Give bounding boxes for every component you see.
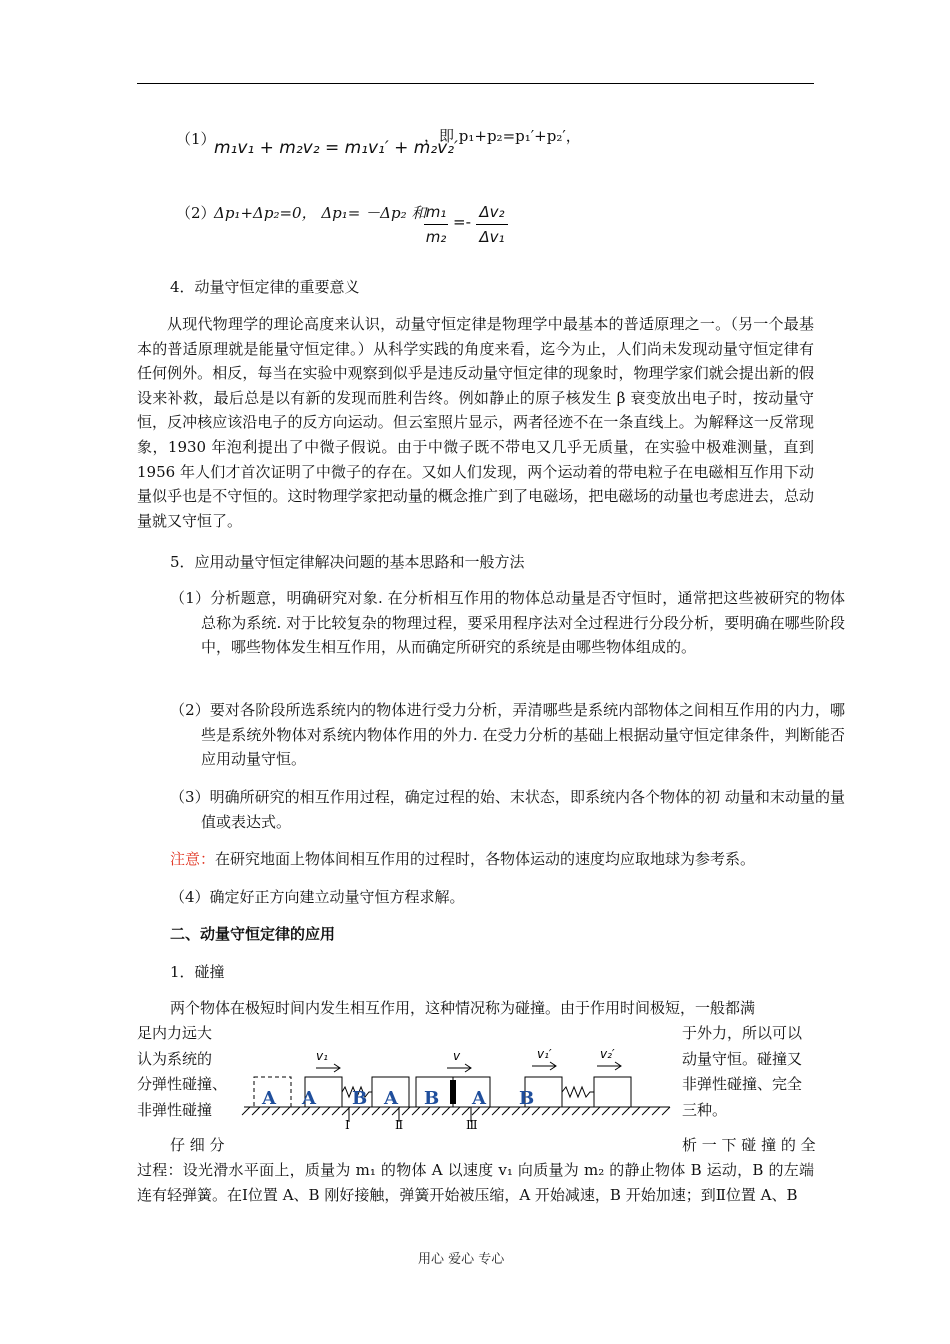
part-2-heading: 二、动量守恒定律的应用 xyxy=(170,925,336,943)
note-label: 注意： xyxy=(170,850,216,868)
section-5-heading: 5．应用动量守恒定律解决问题的基本思路和一般方法 xyxy=(170,553,525,571)
right-line: 三种。 xyxy=(682,1100,728,1119)
left-line: 分弹性碰撞、 xyxy=(137,1075,228,1093)
right-line: 非弹性碰撞、完全 xyxy=(682,1075,803,1093)
block-b-pos3 xyxy=(594,1077,631,1107)
position-label-1: Ⅰ xyxy=(345,1118,350,1132)
position-label-2: Ⅱ xyxy=(395,1118,404,1132)
section-4-heading: 4．动量守恒定律的重要意义 xyxy=(170,278,360,296)
label-a-pos2: A xyxy=(384,1088,398,1109)
fraction-velocity-denominator: Δv₁ xyxy=(479,228,505,246)
label-b-pos1: B xyxy=(352,1088,368,1109)
position-label-3: Ⅲ xyxy=(466,1118,478,1132)
fraction-mass-denominator: m₂ xyxy=(425,228,447,246)
right-line: 动量守恒。碰撞又 xyxy=(682,1049,803,1068)
fraction-bar xyxy=(476,224,508,225)
step-1: （1）分析题意，明确研究对象. 在分析相互作用的物体总动量是否守恒时，通常把这些被研究的物体总称为系统. 对于比较复杂的物理过程，要采用程序法对全过程进行分段分析，要明确在哪些阶段中，哪些物体发生相互作用，从而确定所研究的系统是由哪些物体组成的。 xyxy=(170,589,845,657)
label-a-initial: A xyxy=(262,1088,276,1109)
eq2-label: （2） xyxy=(176,204,216,222)
fraction-bar xyxy=(424,224,448,225)
fraction-mass-numerator: m₁ xyxy=(425,203,447,221)
collision-left-column xyxy=(137,1021,227,1123)
eq1-equiv: ，即 p₁+p₂=p₁′+p₂′， xyxy=(424,127,581,145)
wrap-right-fragment: 析 一 下 碰 撞 的 全 xyxy=(682,1136,816,1154)
label-b-pos3: B xyxy=(519,1088,535,1109)
collision-right-column xyxy=(682,1021,802,1123)
note xyxy=(170,847,755,871)
step-3: （3）明确所研究的相互作用过程，确定过程的始、末状态，即系统内各个物体的初 动量和末动量的量值或表达式。 xyxy=(170,788,845,831)
label-b-pos2: B xyxy=(424,1088,440,1109)
eq2-text: Δp₁+Δp₂=0， Δp₁= －Δp₂ 和 xyxy=(214,204,427,222)
header-rule xyxy=(137,83,814,84)
section-4-body: 从现代物理学的理论高度来认识，动量守恒定律是物理学中最基本的普适原理之一。（另一个最基本的普适原理就是能量守恒定律。）从科学实践的角度来看，迄今为止，人们尚未发现动量守恒定律有任何例外。相反，每当在实验中观察到似乎是违反动量守恒定律的现象时，物理学家们就会提出新的假设来补救，最后总是以有新的发现而胜利告终。例如静止的原子核发生 β 衰变放出电子时，按动量守恒，反冲核应该沿电子的反方向运动。但云室照片显示，两者径迹不在一条直线上。为解释这一反常现象，1930 年泡利提出了中微子假说。由于中微子既不带电又几乎无质量，在实验中极难测量，直到 1956 年人们才首次证明了中微子的存在。又如人们发现，两个运动着的带电粒子在电磁相互作用下动量似乎也是不守恒的。这时物理学家把动量的概念推广到了电磁场，把电磁场的动量也考虑进去，总动量就又守恒了。 xyxy=(137,315,814,530)
label-v2-prime: v₂′ xyxy=(600,1047,615,1061)
fraction-mass xyxy=(424,203,448,246)
collision-figure xyxy=(232,1040,672,1132)
footer-motto: 用心 爱心 专心 xyxy=(418,1252,505,1267)
label-v: v xyxy=(453,1049,461,1063)
compressed-spring xyxy=(450,1080,456,1104)
label-a-pos1: A xyxy=(302,1088,316,1109)
eq1-formula: m₁v₁ + m₂v₂ = m₁v₁′ + m₂v₂′ xyxy=(214,138,458,158)
collision-process-text: 过程：设光滑水平面上，质量为 m₁ 的物体 A 以速度 v₁ 向质量为 m₂ 的静止物体 B 运动，B 的左端连有轻弹簧。在Ⅰ位置 A、B 刚好接触，弹簧开始被压缩，A 开始减速，B 开始加速；到Ⅱ位置 A、B xyxy=(137,1161,814,1204)
wrap-left-fragment: 仔 细 分 xyxy=(170,1136,225,1154)
fraction-velocity-numerator: Δv₂ xyxy=(479,203,505,221)
right-line: 于外力，所以可以 xyxy=(682,1024,803,1042)
spring xyxy=(562,1087,594,1097)
note-text: 在研究地面上物体间相互作用的过程时，各物体运动的速度均应取地球为参考系。 xyxy=(215,850,756,868)
step-2: （2）要对各阶段所选系统内的物体进行受力分析，弄清哪些是系统内部物体之间相互作用的内力，哪些是系统外物体对系统内物体作用的外力. 在受力分析的基础上根据动量守恒定律条件，判断能否应用动量守恒。 xyxy=(170,701,845,769)
left-line: 认为系统的 xyxy=(137,1049,213,1068)
collision-heading: 1．碰撞 xyxy=(170,963,225,981)
label-v1: v₁ xyxy=(316,1049,328,1063)
left-line: 非弹性碰撞 xyxy=(137,1100,213,1119)
label-v1-prime: v₁′ xyxy=(537,1047,552,1061)
eq2-equal: =- xyxy=(453,213,471,231)
left-line: 足内力远大 xyxy=(137,1024,213,1042)
fraction-velocity xyxy=(476,203,508,246)
step-4: （4）确定好正方向建立动量守恒方程求解。 xyxy=(170,888,465,906)
eq1-label: （1） xyxy=(176,130,216,148)
collision-line-1: 两个物体在极短时间内发生相互作用，这种情况称为碰撞。由于作用时间极短，一般都满 xyxy=(170,999,756,1017)
label-a-pos3: A xyxy=(472,1088,486,1109)
